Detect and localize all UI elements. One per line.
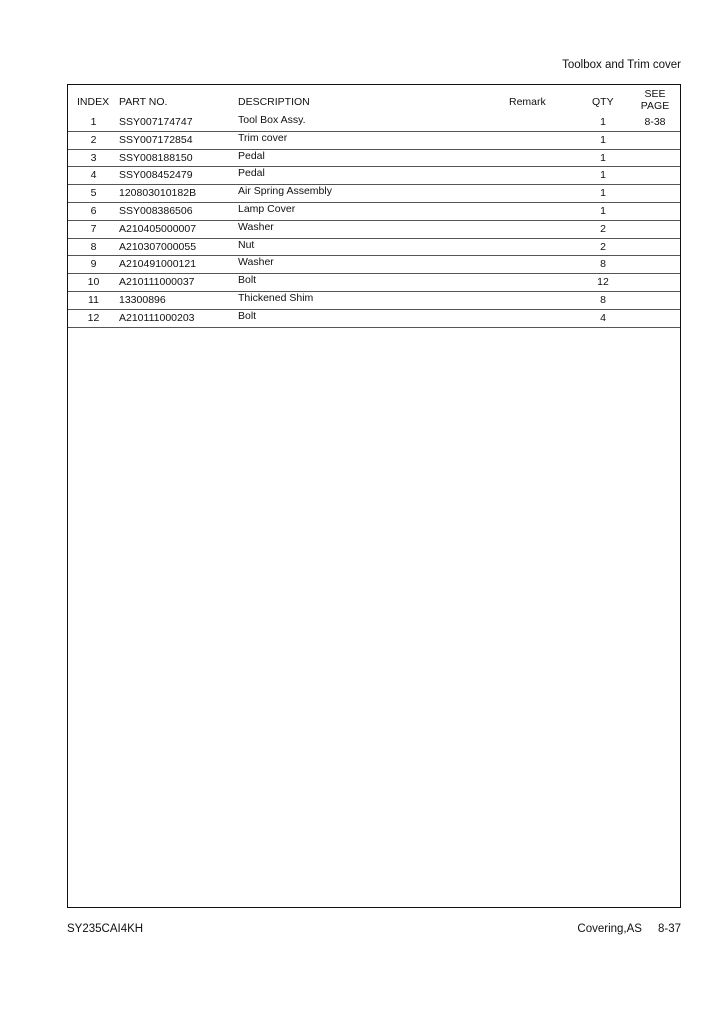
table-row <box>68 185 680 203</box>
page-header-title: Toolbox and Trim cover <box>562 59 681 71</box>
row-qty: 1 <box>600 169 606 182</box>
row-description: Pedal <box>238 149 265 162</box>
table-row <box>68 132 680 150</box>
row-part-no: A210111000037 <box>119 276 195 289</box>
table-row <box>68 150 680 168</box>
row-qty: 12 <box>597 276 609 289</box>
table-row <box>68 310 680 328</box>
row-part-no: SSY007174747 <box>119 116 193 128</box>
row-description: Nut <box>238 238 255 251</box>
col-header-remark: Remark <box>509 96 546 108</box>
row-description: Trim cover <box>238 131 288 144</box>
row-index: 12 <box>87 311 100 324</box>
row-qty: 1 <box>600 133 606 146</box>
row-description: Thickened Shim <box>238 291 314 304</box>
row-part-no: A210111000203 <box>119 311 195 324</box>
row-index: 11 <box>88 293 99 306</box>
row-index: 3 <box>90 151 97 164</box>
row-part-no: SSY008188150 <box>119 151 193 164</box>
col-header-see-line1: SEE <box>644 88 666 100</box>
table-row <box>68 256 680 274</box>
table-row <box>68 203 680 221</box>
row-index: 2 <box>90 133 97 146</box>
row-description: Air Spring Assembly <box>238 185 332 198</box>
row-description: Bolt <box>238 309 257 322</box>
row-index: 9 <box>90 258 97 271</box>
row-qty: 1 <box>600 204 606 217</box>
col-header-index: INDEX <box>77 96 110 108</box>
footer-page-info <box>577 923 681 935</box>
row-description: Tool Box Assy. <box>238 114 306 126</box>
row-part-no: SSY008386506 <box>119 204 193 217</box>
col-header-see-line2: PAGE <box>640 100 670 112</box>
row-qty: 1 <box>600 151 606 164</box>
table-row <box>68 239 680 257</box>
row-description: Bolt <box>238 274 257 287</box>
table-row <box>68 167 680 185</box>
row-qty: 8 <box>600 293 606 306</box>
col-header-see-page <box>637 88 673 112</box>
row-part-no: SSY007172854 <box>119 133 193 146</box>
table-row <box>68 114 680 132</box>
table-row <box>68 221 680 239</box>
row-qty: 1 <box>600 187 606 200</box>
table-header <box>68 85 680 114</box>
row-description: Washer <box>238 220 274 233</box>
col-header-qty: QTY <box>592 96 614 108</box>
row-part-no: 13300896 <box>119 293 166 306</box>
row-index: 8 <box>90 240 97 253</box>
row-part-no: A210307000055 <box>119 240 197 253</box>
row-index: 6 <box>90 204 97 217</box>
row-qty: 1 <box>600 116 606 128</box>
row-part-no: 120803010182B <box>119 187 197 200</box>
row-description: Pedal <box>238 167 265 180</box>
row-qty: 2 <box>600 240 606 253</box>
col-header-description: DESCRIPTION <box>238 96 310 108</box>
row-part-no: SSY008452479 <box>119 169 193 182</box>
row-part-no: A210491000121 <box>119 258 197 271</box>
row-index: 5 <box>90 187 97 200</box>
row-part-no: A210405000007 <box>119 222 197 235</box>
row-qty: 8 <box>600 258 606 271</box>
row-index: 10 <box>87 276 100 289</box>
row-qty: 2 <box>600 222 606 235</box>
row-index: 1 <box>90 116 97 128</box>
row-see-page: 8-38 <box>644 116 666 128</box>
footer-model: SY235CAI4KH <box>67 923 144 935</box>
row-description: Lamp Cover <box>238 202 296 215</box>
table-body <box>68 114 680 328</box>
parts-table-frame <box>67 84 681 908</box>
table-row <box>68 274 680 292</box>
footer-section: Covering,AS <box>577 923 642 935</box>
row-description: Washer <box>238 256 274 269</box>
row-qty: 4 <box>600 311 606 324</box>
col-header-part-no: PART NO. <box>119 96 168 108</box>
footer-page-number: 8-37 <box>657 923 681 935</box>
table-row <box>68 292 680 310</box>
row-index: 4 <box>90 169 97 182</box>
row-index: 7 <box>90 222 97 235</box>
